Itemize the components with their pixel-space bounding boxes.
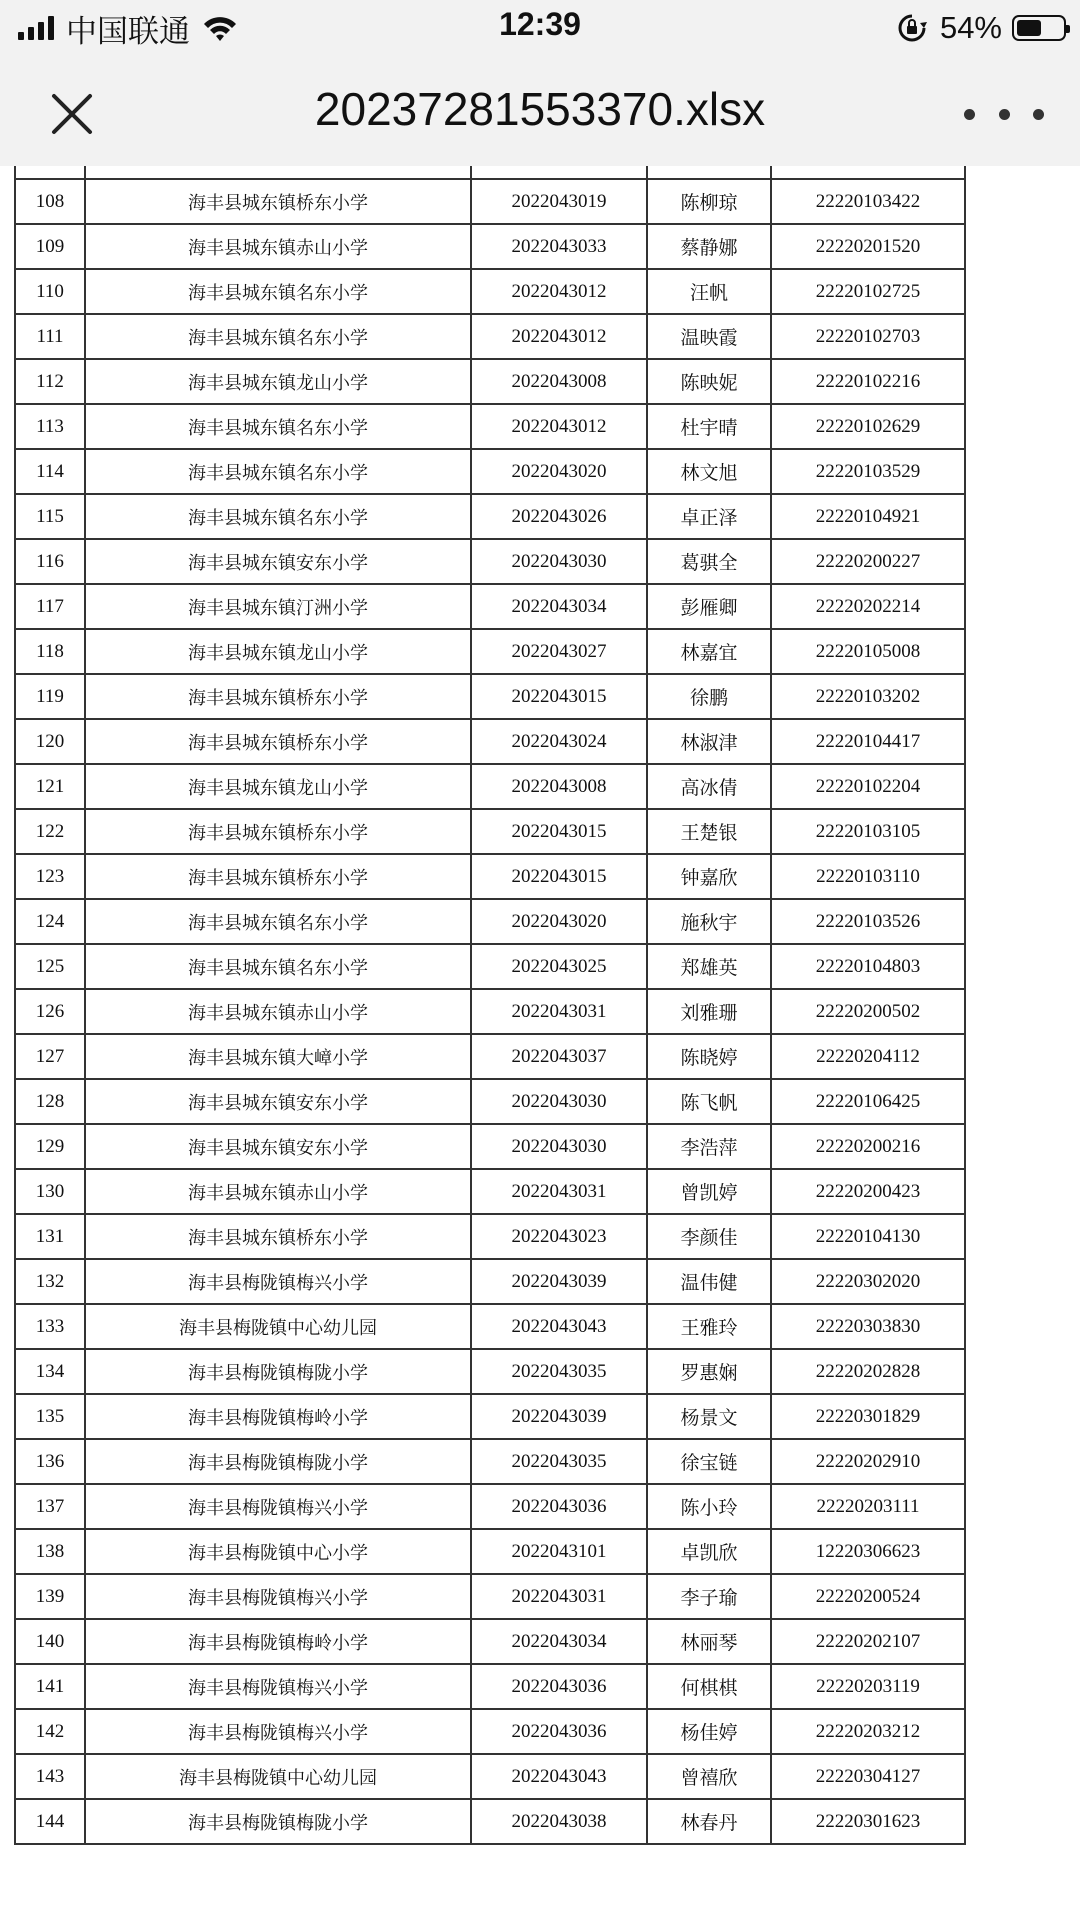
position-code-cell[interactable]: 2022043033 [471,224,647,269]
exam-number-cell[interactable]: 22220103526 [771,899,965,944]
school-cell[interactable]: 海丰县城东镇桥东小学 [85,1214,471,1259]
name-cell[interactable]: 李子瑜 [647,1574,771,1619]
position-code-cell[interactable]: 2022043101 [471,1529,647,1574]
row-number-cell[interactable]: 132 [15,1259,85,1304]
row-number-cell[interactable]: 117 [15,584,85,629]
exam-number-cell[interactable]: 22220303830 [771,1304,965,1349]
exam-number-cell[interactable]: 22220202910 [771,1439,965,1484]
exam-number-cell[interactable]: 22220104921 [771,494,965,539]
school-cell[interactable]: 海丰县梅陇镇梅陇小学 [85,1799,471,1844]
exam-number-cell[interactable]: 22220102629 [771,404,965,449]
exam-number-cell[interactable]: 22220200502 [771,989,965,1034]
row-number-cell[interactable]: 134 [15,1349,85,1394]
exam-number-cell[interactable]: 22220200227 [771,539,965,584]
name-cell[interactable]: 林春丹 [647,1799,771,1844]
row-number-cell[interactable]: 111 [15,314,85,359]
name-cell[interactable]: 温伟健 [647,1259,771,1304]
position-code-cell[interactable]: 2022043012 [471,314,647,359]
row-number-cell[interactable]: 115 [15,494,85,539]
table-row [15,1394,965,1439]
school-cell[interactable]: 海丰县梅陇镇梅兴小学 [85,1709,471,1754]
position-code-cell[interactable]: 2022043020 [471,449,647,494]
row-number-cell[interactable]: 108 [15,179,85,224]
position-code-cell[interactable]: 2022043027 [471,629,647,674]
school-cell[interactable]: 海丰县梅陇镇梅岭小学 [85,1394,471,1439]
row-number-cell[interactable]: 112 [15,359,85,404]
position-code-cell[interactable]: 2022043008 [471,359,647,404]
table-row [15,584,965,629]
name-cell[interactable]: 林淑津 [647,719,771,764]
table-row [15,1124,965,1169]
position-code-cell[interactable]: 2022043034 [471,1619,647,1664]
name-cell[interactable]: 王楚银 [647,809,771,854]
position-code-cell[interactable]: 2022043036 [471,1709,647,1754]
exam-number-cell[interactable]: 22220105008 [771,629,965,674]
title-bar [0,56,1080,167]
exam-number-cell[interactable]: 22220302020 [771,1259,965,1304]
school-cell[interactable]: 海丰县城东镇桥东小学 [85,674,471,719]
table-row [15,764,965,809]
exam-number-cell[interactable]: 22220301623 [771,1799,965,1844]
row-number-cell[interactable]: 124 [15,899,85,944]
table-row [15,494,965,539]
school-cell[interactable]: 海丰县城东镇安东小学 [85,1079,471,1124]
position-code-cell[interactable]: 2022043031 [471,989,647,1034]
name-cell[interactable]: 杨佳婷 [647,1709,771,1754]
name-cell[interactable]: 杨景文 [647,1394,771,1439]
name-cell[interactable]: 杜宇晴 [647,404,771,449]
close-icon[interactable] [44,86,100,142]
school-cell[interactable]: 海丰县梅陇镇梅兴小学 [85,1259,471,1304]
exam-number-cell[interactable]: 22220202828 [771,1349,965,1394]
school-cell[interactable]: 海丰县城东镇安东小学 [85,1124,471,1169]
school-cell[interactable]: 海丰县城东镇桥东小学 [85,179,471,224]
table-row [15,179,965,224]
exam-number-cell[interactable]: 22220102725 [771,269,965,314]
name-cell[interactable]: 陈映妮 [647,359,771,404]
school-cell[interactable]: 海丰县城东镇名东小学 [85,494,471,539]
row-number-cell[interactable]: 114 [15,449,85,494]
school-cell[interactable]: 海丰县梅陇镇梅陇小学 [85,1349,471,1394]
exam-number-cell[interactable]: 22220301829 [771,1394,965,1439]
school-cell[interactable]: 海丰县城东镇大嶂小学 [85,1034,471,1079]
name-cell[interactable]: 王雅玲 [647,1304,771,1349]
name-cell[interactable]: 陈晓婷 [647,1034,771,1079]
row-number-cell[interactable]: 109 [15,224,85,269]
table-row [15,854,965,899]
school-cell[interactable]: 海丰县城东镇龙山小学 [85,629,471,674]
exam-number-cell[interactable]: 22220304127 [771,1754,965,1799]
table-row [15,629,965,674]
exam-number-cell[interactable]: 22220202214 [771,584,965,629]
row-number-cell[interactable]: 130 [15,1169,85,1214]
more-options-icon[interactable] [964,94,1044,134]
status-bar [0,0,1080,56]
position-code-cell[interactable]: 2022043025 [471,944,647,989]
exam-number-cell[interactable]: 22220102703 [771,314,965,359]
position-code-cell[interactable]: 2022043031 [471,1169,647,1214]
table-row [15,269,965,314]
position-code-cell[interactable]: 2022043035 [471,1349,647,1394]
school-cell[interactable]: 海丰县城东镇名东小学 [85,449,471,494]
table-row [15,1349,965,1394]
exam-number-cell[interactable]: 22220204112 [771,1034,965,1079]
position-code-cell[interactable]: 2022043030 [471,1124,647,1169]
table-row [15,1574,965,1619]
school-cell[interactable]: 海丰县城东镇汀洲小学 [85,584,471,629]
table-row [15,1754,965,1799]
school-cell[interactable]: 海丰县城东镇龙山小学 [85,764,471,809]
position-code-cell[interactable]: 2022043039 [471,1259,647,1304]
position-code-cell[interactable]: 2022043019 [471,179,647,224]
row-number-cell[interactable]: 143 [15,1754,85,1799]
school-cell[interactable]: 海丰县梅陇镇中心幼儿园 [85,1304,471,1349]
row-number-cell[interactable]: 110 [15,269,85,314]
file-title: 20237281553370.xlsx [314,83,766,135]
school-cell[interactable]: 海丰县城东镇桥东小学 [85,854,471,899]
spreadsheet-view[interactable] [0,166,1080,1920]
exam-number-cell[interactable]: 22220103105 [771,809,965,854]
row-number-cell[interactable]: 127 [15,1034,85,1079]
position-code-cell[interactable]: 2022043015 [471,674,647,719]
rotation-lock-icon [896,12,928,44]
school-cell[interactable]: 海丰县城东镇名东小学 [85,404,471,449]
exam-number-cell[interactable]: 22220201520 [771,224,965,269]
row-number-cell[interactable]: 142 [15,1709,85,1754]
name-cell[interactable]: 高冰倩 [647,764,771,809]
row-number-cell[interactable]: 121 [15,764,85,809]
exam-number-cell[interactable]: 22220103529 [771,449,965,494]
table-row [15,1619,965,1664]
position-code-cell[interactable]: 2022043038 [471,1799,647,1844]
position-code-cell[interactable]: 2022043036 [471,1484,647,1529]
exam-number-cell[interactable]: 22220104417 [771,719,965,764]
table-row [15,1529,965,1574]
school-cell[interactable]: 海丰县梅陇镇梅陇小学 [85,1439,471,1484]
school-cell[interactable]: 海丰县城东镇赤山小学 [85,1169,471,1214]
battery-percent: 54% [939,10,1002,45]
table-row [15,944,965,989]
table-row [15,1079,965,1124]
row-number-cell[interactable]: 133 [15,1304,85,1349]
table-row [15,404,965,449]
school-cell[interactable]: 海丰县城东镇桥东小学 [85,719,471,764]
school-cell[interactable]: 海丰县城东镇赤山小学 [85,224,471,269]
position-code-cell[interactable]: 2022043031 [471,1574,647,1619]
table-row [15,1799,965,1844]
school-cell[interactable]: 海丰县城东镇赤山小学 [85,989,471,1034]
exam-number-cell[interactable]: 22220200216 [771,1124,965,1169]
row-number-cell[interactable]: 123 [15,854,85,899]
table-row [15,1304,965,1349]
row-number-cell[interactable]: 125 [15,944,85,989]
table-row [15,899,965,944]
row-number-cell[interactable]: 140 [15,1619,85,1664]
position-code-cell[interactable]: 2022043043 [471,1754,647,1799]
table-row [15,1484,965,1529]
exam-number-cell[interactable]: 22220203119 [771,1664,965,1709]
exam-number-cell[interactable]: 22220102216 [771,359,965,404]
name-cell[interactable]: 何棋棋 [647,1664,771,1709]
name-cell[interactable]: 徐鹏 [647,674,771,719]
school-cell[interactable]: 海丰县城东镇名东小学 [85,944,471,989]
school-cell[interactable]: 海丰县梅陇镇中心小学 [85,1529,471,1574]
school-cell[interactable]: 海丰县城东镇安东小学 [85,539,471,584]
exam-number-cell[interactable]: 22220103110 [771,854,965,899]
position-code-cell[interactable]: 2022043036 [471,1664,647,1709]
row-number-cell[interactable]: 144 [15,1799,85,1844]
row-number-cell[interactable]: 137 [15,1484,85,1529]
table-row [15,989,965,1034]
table-row [15,224,965,269]
exam-number-cell[interactable]: 22220103202 [771,674,965,719]
position-code-cell[interactable]: 2022043030 [471,1079,647,1124]
school-cell[interactable]: 海丰县城东镇名东小学 [85,899,471,944]
table-row [15,1259,965,1304]
row-number-cell[interactable]: 126 [15,989,85,1034]
position-code-cell[interactable]: 2022043039 [471,1394,647,1439]
table-row [15,539,965,584]
name-cell[interactable]: 钟嘉欣 [647,854,771,899]
exam-number-cell[interactable]: 22220200423 [771,1169,965,1214]
exam-number-cell[interactable]: 22220203212 [771,1709,965,1754]
row-number-cell[interactable]: 128 [15,1079,85,1124]
name-cell[interactable]: 蔡静娜 [647,224,771,269]
exam-number-cell[interactable]: 22220203111 [771,1484,965,1529]
table-row [15,1664,965,1709]
table-row [15,314,965,359]
carrier-name: 中国联通 [66,13,190,50]
exam-number-cell[interactable]: 22220202107 [771,1619,965,1664]
row-number-cell[interactable]: 138 [15,1529,85,1574]
school-cell[interactable]: 海丰县梅陇镇梅兴小学 [85,1484,471,1529]
table-row [15,1214,965,1259]
name-cell[interactable]: 施秋宇 [647,899,771,944]
table-row [15,449,965,494]
table-row [15,359,965,404]
name-cell[interactable]: 曾禧欣 [647,1754,771,1799]
row-number-cell[interactable]: 129 [15,1124,85,1169]
row-number-cell[interactable]: 118 [15,629,85,674]
table-row [15,674,965,719]
position-code-cell[interactable]: 2022043024 [471,719,647,764]
position-code-cell[interactable]: 2022043037 [471,1034,647,1079]
name-cell[interactable]: 林嘉宜 [647,629,771,674]
table-row [15,1439,965,1484]
name-cell[interactable]: 郑雄英 [647,944,771,989]
name-cell[interactable]: 汪帆 [647,269,771,314]
name-cell[interactable]: 林文旭 [647,449,771,494]
position-code-cell[interactable]: 2022043015 [471,809,647,854]
row-number-cell[interactable]: 135 [15,1394,85,1439]
exam-number-cell[interactable]: 22220102204 [771,764,965,809]
status-right [896,8,1066,48]
name-cell[interactable]: 彭雁卿 [647,584,771,629]
clock: 12:39 [499,6,581,42]
position-code-cell[interactable]: 2022043030 [471,539,647,584]
school-cell[interactable]: 海丰县梅陇镇中心幼儿园 [85,1754,471,1799]
school-cell[interactable]: 海丰县城东镇名东小学 [85,314,471,359]
name-cell[interactable]: 温映霞 [647,314,771,359]
position-code-cell[interactable]: 2022043015 [471,854,647,899]
row-number-cell[interactable]: 141 [15,1664,85,1709]
row-number-cell[interactable]: 119 [15,674,85,719]
exam-number-cell[interactable]: 12220306623 [771,1529,965,1574]
battery-fill [1017,20,1041,36]
table-row [15,1709,965,1754]
position-code-cell[interactable]: 2022043012 [471,269,647,314]
name-cell[interactable]: 徐宝链 [647,1439,771,1484]
table-row [15,809,965,854]
name-cell[interactable]: 陈飞帆 [647,1079,771,1124]
position-code-cell[interactable]: 2022043008 [471,764,647,809]
row-number-cell[interactable]: 120 [15,719,85,764]
school-cell[interactable]: 海丰县梅陇镇梅兴小学 [85,1664,471,1709]
position-code-cell[interactable]: 2022043012 [471,404,647,449]
exam-number-cell[interactable]: 22220200524 [771,1574,965,1619]
exam-number-cell[interactable]: 22220104130 [771,1214,965,1259]
position-code-cell[interactable]: 2022043020 [471,899,647,944]
row-number-cell[interactable]: 116 [15,539,85,584]
row-number-cell[interactable]: 131 [15,1214,85,1259]
exam-number-cell[interactable]: 22220103422 [771,179,965,224]
name-cell[interactable]: 卓凯欣 [647,1529,771,1574]
school-cell[interactable]: 海丰县梅陇镇梅岭小学 [85,1619,471,1664]
name-cell[interactable]: 李浩萍 [647,1124,771,1169]
table-row [15,1034,965,1079]
school-cell[interactable]: 海丰县城东镇名东小学 [85,269,471,314]
row-number-cell[interactable]: 139 [15,1574,85,1619]
exam-number-cell[interactable]: 22220106425 [771,1079,965,1124]
name-cell[interactable]: 陈小玲 [647,1484,771,1529]
name-cell[interactable]: 林丽琴 [647,1619,771,1664]
name-cell[interactable]: 陈柳琼 [647,179,771,224]
position-code-cell[interactable]: 2022043035 [471,1439,647,1484]
school-cell[interactable]: 海丰县梅陇镇梅兴小学 [85,1574,471,1619]
name-cell[interactable]: 李颜佳 [647,1214,771,1259]
battery-icon [1012,15,1066,41]
position-code-cell[interactable]: 2022043026 [471,494,647,539]
row-number-cell[interactable]: 136 [15,1439,85,1484]
school-cell[interactable]: 海丰县城东镇桥东小学 [85,809,471,854]
table-row [15,1169,965,1214]
exam-number-cell[interactable]: 22220104803 [771,944,965,989]
name-cell[interactable]: 葛骐全 [647,539,771,584]
position-code-cell[interactable]: 2022043023 [471,1214,647,1259]
name-cell[interactable]: 罗惠娴 [647,1349,771,1394]
school-cell[interactable]: 海丰县城东镇龙山小学 [85,359,471,404]
data-table [14,178,966,1845]
position-code-cell[interactable]: 2022043034 [471,584,647,629]
row-number-cell[interactable]: 113 [15,404,85,449]
name-cell[interactable]: 卓正泽 [647,494,771,539]
name-cell[interactable]: 曾凯婷 [647,1169,771,1214]
position-code-cell[interactable]: 2022043043 [471,1304,647,1349]
table-row [15,719,965,764]
name-cell[interactable]: 刘雅珊 [647,989,771,1034]
row-number-cell[interactable]: 122 [15,809,85,854]
